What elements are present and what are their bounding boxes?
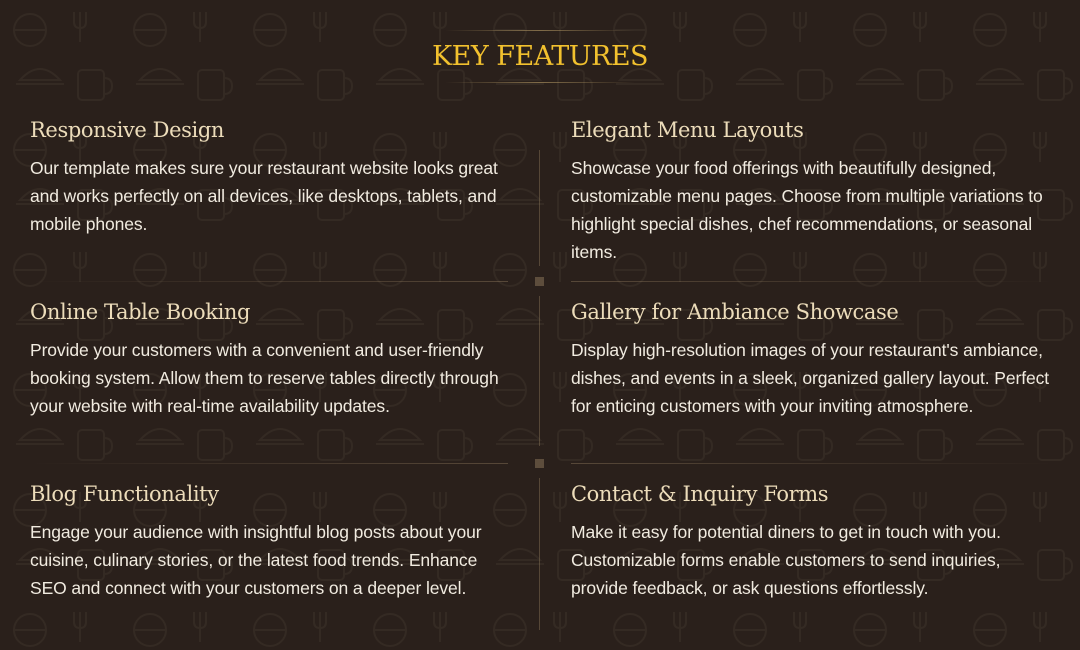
feature-description: Provide your customers with a convenient and user-friendly booking system. Allow them to reserve tables directly through your website with real-time availability updates.	[30, 340, 499, 416]
feature-title: Elegant Menu Layouts	[571, 118, 804, 142]
feature-description: Make it easy for potential diners to get in touch with you. Customizable forms enable customers to send inquiries, provide feedback, or ask questions effortlessly.	[571, 522, 1001, 598]
column-divider	[539, 296, 540, 446]
row-divider	[30, 463, 508, 464]
feature-contact-inquiry-forms	[571, 480, 1055, 602]
row-divider	[30, 281, 508, 282]
feature-description: Display high-resolution images of your restaurant's ambiance, dishes, and events in a sleek, organized gallery layout. Perfect for enticing customers with your inviting atmosphere.	[571, 340, 1050, 416]
feature-description: Engage your audience with insightful blog posts about your cuisine, culinary stories, or the latest food trends. Enhance SEO and connect with your customers on a deeper level.	[30, 522, 482, 598]
feature-blog-functionality	[30, 480, 508, 602]
section-header	[0, 30, 1080, 83]
divider-ornament	[535, 277, 544, 286]
feature-online-table-booking	[30, 298, 508, 420]
feature-elegant-menu-layouts	[571, 116, 1055, 266]
feature-responsive-design	[30, 116, 508, 238]
feature-gallery-ambiance	[571, 298, 1055, 420]
title-bottom-rule	[445, 82, 635, 83]
feature-description: Our template makes sure your restaurant website looks great and works perfectly on all devices, like desktops, tablets, and mobile phones.	[30, 158, 498, 234]
feature-description: Showcase your food offerings with beautifully designed, customizable menu pages. Choose from multiple variations to highlight special dishes, chef recommendations, or seasonal items.	[571, 158, 1043, 262]
column-divider	[539, 478, 540, 630]
row-divider	[571, 463, 1055, 464]
divider-ornament	[535, 459, 544, 468]
title-top-rule	[445, 30, 635, 31]
section-title: KEY FEATURES	[431, 41, 649, 72]
feature-title: Contact & Inquiry Forms	[571, 482, 829, 506]
feature-title: Gallery for Ambiance Showcase	[571, 300, 899, 324]
feature-title: Blog Functionality	[30, 482, 219, 506]
feature-title: Responsive Design	[30, 118, 225, 142]
column-divider	[539, 150, 540, 266]
feature-title: Online Table Booking	[30, 300, 251, 324]
row-divider	[571, 281, 1055, 282]
